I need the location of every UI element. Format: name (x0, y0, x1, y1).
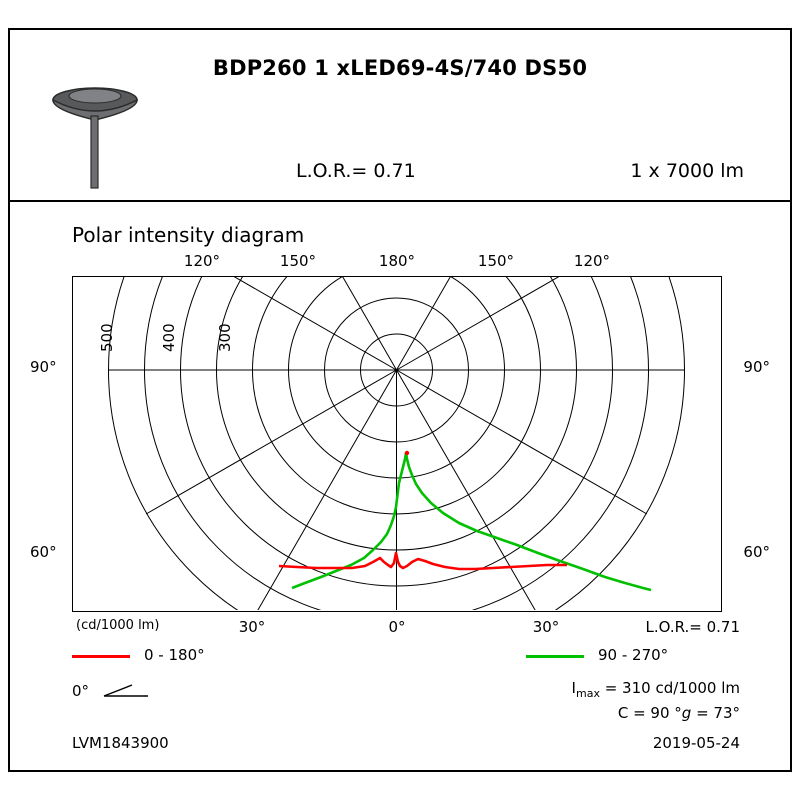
legend-label-90-270: 90 - 270° (598, 646, 669, 664)
tick-top-3: 150° (477, 252, 515, 270)
left-label-90: 90° (30, 358, 57, 376)
tick-top-2: 180° (378, 252, 416, 270)
top-angle-ticks (72, 252, 722, 272)
tick-top-0: 120° (183, 252, 221, 270)
imax-symbol: I (571, 679, 576, 697)
radial-label-500: 500 (98, 323, 116, 352)
legend-label-0-180: 0 - 180° (144, 646, 205, 664)
diagram-title: Polar intensity diagram (72, 223, 305, 247)
luminous-flux: 1 x 7000 lm (630, 160, 744, 182)
imax-subscript: max (575, 687, 600, 700)
right-label-90: 90° (743, 358, 770, 376)
curve-0-180 (279, 553, 567, 569)
tick-bottom-2: 30° (532, 618, 560, 636)
legend-swatch-green (526, 655, 584, 658)
header-section (10, 30, 790, 202)
c-plane-label: C = 90 ° (617, 704, 682, 722)
tilt-angle-label: 0° (72, 681, 90, 700)
lor-bottom: L.O.R.= 0.71 (645, 618, 740, 636)
unit-label: (cd/1000 lm) (76, 618, 160, 633)
gamma-value: = 73° (691, 704, 740, 722)
radial-label-300: 300 (216, 323, 234, 352)
left-label-60: 60° (30, 543, 57, 561)
legend-swatch-red (72, 655, 130, 658)
imax-number: = 310 cd/1000 lm (599, 679, 740, 697)
legend-item-90-270 (526, 646, 766, 668)
bottom-angle-ticks (72, 618, 722, 638)
gamma-symbol: g (681, 704, 692, 722)
c-gamma-value (618, 704, 740, 722)
datasheet-card (8, 28, 792, 772)
legend-item-0-180 (72, 646, 312, 668)
lor-header: L.O.R.= 0.71 (296, 160, 416, 182)
curve-peak-markers (405, 451, 409, 455)
tick-bottom-1: 0° (388, 618, 406, 636)
tick-top-1: 150° (279, 252, 317, 270)
tick-bottom-0: 30° (238, 618, 266, 636)
radial-label-400: 400 (160, 323, 178, 352)
tilt-angle-icon (102, 682, 154, 700)
tick-top-4: 120° (573, 252, 611, 270)
right-label-60: 60° (743, 543, 770, 561)
document-code: LVM1843900 (72, 734, 169, 752)
document-date: 2019-05-24 (652, 734, 740, 752)
page-title: BDP260 1 xLED69-4S/740 DS50 (212, 56, 588, 80)
tilt-indicator (72, 682, 154, 701)
imax-value (572, 679, 740, 700)
luminaire-icon (40, 70, 150, 190)
